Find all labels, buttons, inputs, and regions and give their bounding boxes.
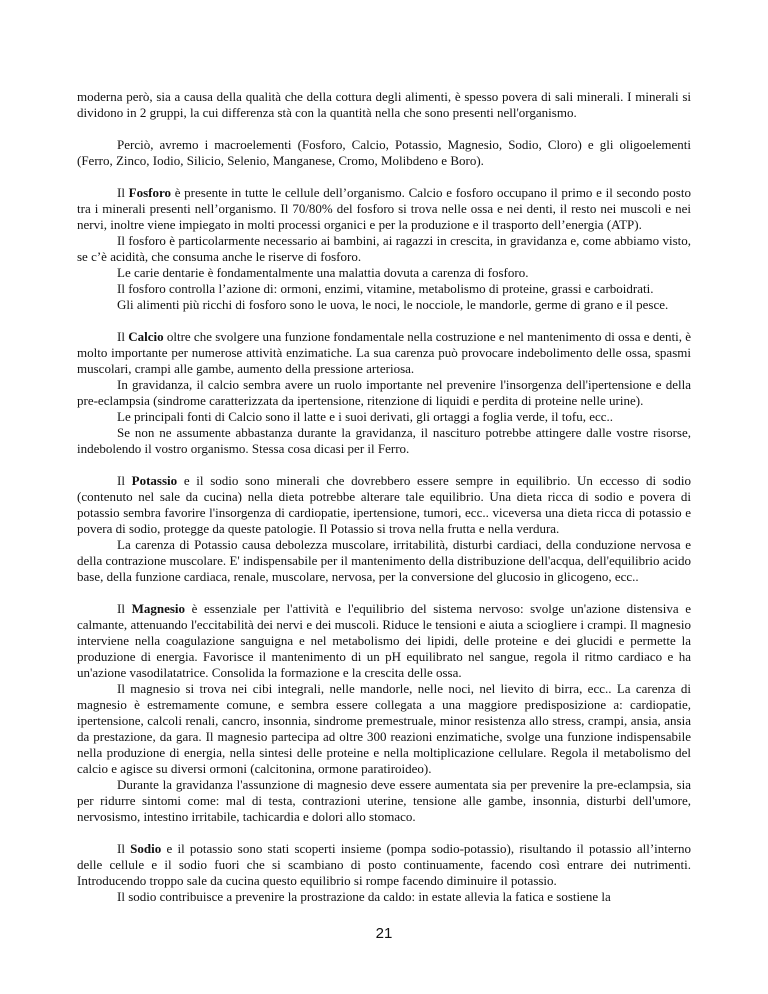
paragraph-lead: Il — [117, 473, 132, 488]
paragraph-fosforo-2 — [77, 233, 691, 265]
paragraph-calcio-2 — [77, 377, 691, 409]
paragraph-magnesio-2 — [77, 681, 691, 777]
paragraph-lead: Il — [117, 185, 129, 200]
paragraph-intro — [77, 89, 691, 121]
paragraph-text: Il fosforo controlla l’azione di: ormoni, enzimi, vitamine, metabolismo di proteine, grassi e carboidrati. — [117, 281, 654, 296]
body-text — [77, 89, 691, 905]
paragraph-text: è essenziale per l'attività e l'equilibrio del sistema nervoso: svolge un'azione distensiva e calmante, attenuando l'eccitabilità dei nervi e dei muscoli. Riduce le tensioni e aiuta a sciogliere i crampi. Il magnesio interviene nella coagulazione sanguigna e nel metabolismo dei lipidi, delle proteine e dei glucidi e permette la produzione di energia. Favorisce il mantenimento di un pH equilibrato nel sangue, regola il ritmo cardiaco e ha un'azione vasodilatatrice. Consolida la formazione e la crescita delle ossa. — [77, 601, 691, 680]
paragraph-text: La carenza di Potassio causa debolezza muscolare, irritabilità, disturbi cardiaci, della conduzione nervosa e della contrazione muscolare. E' indispensabile per il mantenimento della distribuzione dell'acqua, dell'equilibrio acido base, della funzione cardiaca, renale, muscolare, nervosa, per la conversione del glucosio in glicogeno, ecc.. — [77, 537, 691, 584]
paragraph-sodio-2 — [77, 889, 691, 905]
paragraph-text: Il fosforo è particolarmente necessario ai bambini, ai ragazzi in crescita, in gravidanza e, come abbiamo visto, se c’è acidità, che consuma anche le riserve di fosforo. — [77, 233, 691, 264]
paragraph-text: Il magnesio si trova nei cibi integrali, nelle mandorle, nelle noci, nel lievito di birra, ecc.. La carenza di magnesio è estremamente comune, e sembra essere collegata a una maggiore predisposizione a: cardiopatie, ipertensione, calcoli renali, cancro, insonnia, sindrome premestruale, minor resistenza allo stress, crampi, ansia, ansia da prestazione, da gara. Il magnesio partecipa ad oltre 300 reazioni enzimatiche, svolge una funzione indispensabile nella produzione di energia, nella sintesi delle proteine e nella moltiplicazione cellulare. Regola il metabolismo del calcio e agisce su diversi ormoni (calcitonina, ormone paratiroideo). — [77, 681, 691, 776]
paragraph-text: Gli alimenti più ricchi di fosforo sono le uova, le noci, le nocciole, le mandorle, germe di grano e il pesce. — [117, 297, 669, 312]
mineral-name: Calcio — [128, 329, 164, 344]
paragraph-fosforo-3 — [77, 265, 691, 281]
paragraph-text: Se non ne assumente abbastanza durante la gravidanza, il nascituro potrebbe attingere dalle vostre risorse, indebolendo il vostro organismo. Stessa cosa dicasi per il Ferro. — [77, 425, 691, 456]
paragraph-lead: Il — [117, 841, 131, 856]
paragraph-calcio-3 — [77, 409, 691, 425]
paragraph-potassio-2 — [77, 537, 691, 585]
paragraph-fosforo-4 — [77, 281, 691, 297]
page-number: 21 — [375, 925, 393, 942]
paragraph-calcio-4 — [77, 425, 691, 457]
paragraph-text: e il potassio sono stati scoperti insieme (pompa sodio-potassio), risultando il potassio all’interno delle cellule e il sodio fuori che si scambiano di posto continuamente, facendo così entrare dei nutrimenti. Introducendo troppo sale da cucina questo equilibrio si rompe facendo diminuire il potassio. — [77, 841, 691, 888]
paragraph-text: Perciò, avremo i macroelementi (Fosforo, Calcio, Potassio, Magnesio, Sodio, Cloro) e gli oligoelementi (Ferro, Zinco, Iodio, Silicio, Selenio, Manganese, Cromo, Molibdeno e Boro). — [77, 137, 691, 168]
mineral-name: Potassio — [131, 473, 178, 488]
mineral-name: Magnesio — [131, 601, 186, 616]
mineral-name: Fosforo — [128, 185, 172, 200]
paragraph-fosforo-1 — [77, 185, 691, 233]
paragraph-groups — [77, 137, 691, 169]
paragraph-magnesio-3 — [77, 777, 691, 825]
paragraph-text: moderna però, sia a causa della qualità che della cottura degli alimenti, è spesso povera di sali minerali. I minerali si dividono in 2 gruppi, la cui differenza stà con la quantità nella che sono presenti nell'organismo. — [77, 89, 691, 120]
paragraph-text: Le carie dentarie è fondamentalmente una malattia dovuta a carenza di fosforo. — [117, 265, 529, 280]
paragraph-text: In gravidanza, il calcio sembra avere un ruolo importante nel prevenire l'insorgenza dell'ipertensione e della pre-eclampsia (sindrome caratterizzata da ipertensione, ritenzione di liquidi e perdita di proteine nelle urine). — [77, 377, 691, 408]
paragraph-text: Le principali fonti di Calcio sono il latte e i suoi derivati, gli ortaggi a foglia verde, il tofu, ecc.. — [117, 409, 614, 424]
paragraph-calcio-1 — [77, 329, 691, 377]
paragraph-lead: Il — [117, 329, 129, 344]
paragraph-fosforo-5 — [77, 297, 691, 313]
paragraph-magnesio-1 — [77, 601, 691, 681]
paragraph-text: è presente in tutte le cellule dell’organismo. Calcio e fosforo occupano il primo e il secondo posto tra i minerali presenti nell’organismo. Il 70/80% del fosforo si trova nelle ossa e nei denti, il resto nei muscoli e nei nervi, inoltre viene impiegato in molti processi organici e per la produzione e il trasporto dell’energia (ATP). — [77, 185, 691, 232]
paragraph-text: e il sodio sono minerali che dovrebbero essere sempre in equilibrio. Un eccesso di sodio (contenuto nel sale da cucina) nella dieta potrebbe alterare tale equilibrio. Una dieta ricca di sodio e povera di potassio sembra favorire l'insorgenza di cardiopatie, ipertensione, tumori, ecc.. viceversa una dieta ricca di potassio e povera di sodio, protegge da queste patologie. Il Potassio si trova nella frutta e nella verdura. — [77, 473, 691, 536]
paragraph-text: oltre che svolgere una funzione fondamentale nella costruzione e nel mantenimento di ossa e denti, è molto importante per numerose attività enzimatiche. La sua carenza può provocare indebolimento delle ossa, spasmi muscolari, crampi alle gambe, aumento della pressione arteriosa. — [77, 329, 691, 376]
paragraph-lead: Il — [117, 601, 132, 616]
paragraph-text: Durante la gravidanza l'assunzione di magnesio deve essere aumentata sia per prevenire la pre-eclampsia, sia per ridurre sintomi come: mal di testa, contrazioni uterine, tensione alle gambe, insonnia, disturbi dell'umore, nervosismo, intestino irritabile, tachicardia e dolori allo stomaco. — [77, 777, 691, 824]
paragraph-potassio-1 — [77, 473, 691, 537]
paragraph-sodio-1 — [77, 841, 691, 889]
paragraph-text: Il sodio contribuisce a prevenire la prostrazione da caldo: in estate allevia la fatica e sostiene la — [117, 889, 611, 904]
mineral-name: Sodio — [130, 841, 162, 856]
